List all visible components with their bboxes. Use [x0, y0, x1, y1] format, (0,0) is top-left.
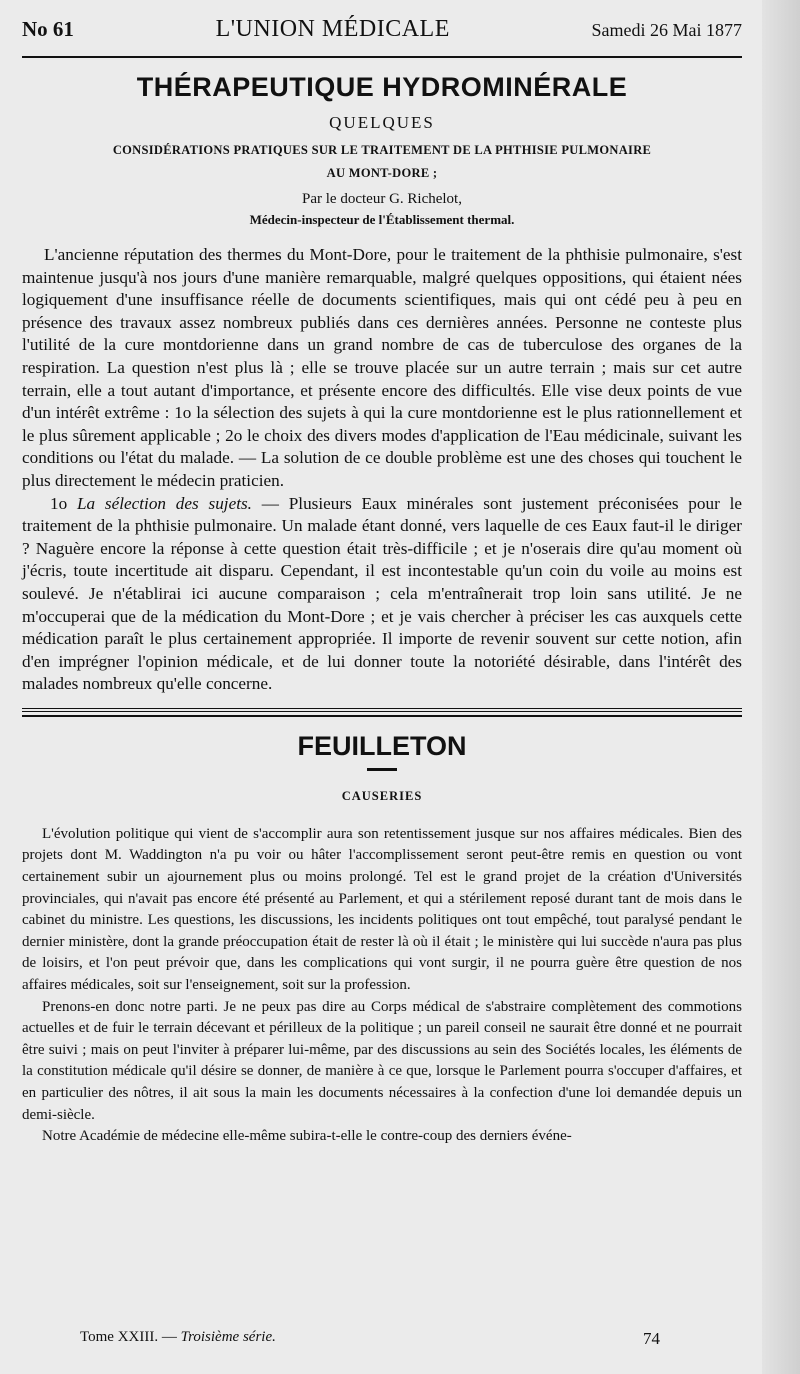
tome-label: Tome XXIII. — [80, 1329, 181, 1345]
page-edge [762, 0, 800, 1374]
feuilleton-paragraph-3: Notre Académie de médecine elle-même subira-t-elle le contre-coup des derniers événe- [42, 1128, 572, 1145]
article-title-line1: CONSIDÉRATIONS PRATIQUES SUR LE TRAITEMENT DE LA PHTHISIE PULMONAIRE [112, 143, 652, 157]
p2-italic-heading: La sélection des sujets. [76, 493, 252, 513]
article-title-line2: AU MONT-DORE ; [326, 166, 438, 180]
feuilleton-paragraph-1: L'évolution politique qui vient de s'accomplir aura son retentissement jusque sur nos affaires médicales. Bien des projets dont M. Waddington n'a pu voir ou hâter l'accomplissement seront peut-être remis en question ou vont certainement subir un ajournement plus ou moins prolongé. Tel est le grand projet de la création d'Universités provinciales, qui n'avait pas encore été présenté au Parlement, et qui a stérilement reposé durant tant de mois dans le cabinet du ministre. Les questions, les discussions, les incidents politiques ont tout empêché, tout paralysé pendant le dernier ministère, dont la grande préoccupation était de rester là où il était ; le ministère qui lui succède n'aura pas plus de loisirs, et l'on peut prévoir que, dans les complications qui vont surgir, il ne pourra guère être question de nos affaires médicales, soit sur l'enseignement, soit sur la profession. [22, 825, 742, 994]
article-paragraph-2 [22, 493, 742, 696]
page-footer [80, 1329, 660, 1349]
section-divider [22, 708, 742, 717]
series-label: Troisième série. [180, 1329, 276, 1345]
feuilleton-title: FEUILLETON [297, 730, 467, 761]
issue-date: Samedi 26 Mai 1877 [591, 20, 742, 40]
issue-number: No 61 [22, 17, 74, 41]
journal-title: L'UNION MÉDICALE [215, 16, 450, 42]
page-header [22, 0, 742, 46]
header-rule [22, 56, 742, 58]
p2-text: — Plusieurs Eaux minérales sont justement préconisées pour le traitement de la phthisie pulmonaire. Un malade étant donné, vers laquelle de ces Eaux faut-il le diriger ? Naguère encore la réponse à cette question était très-difficile ; et je n'oserais dire qu'au moment où j'écris, toute incertitude ait disparu. Cependant, il est incontestable qu'un coin du voile au moins est soulevé. Je n'établirai ici aucune comparaison ; cela m'entraînerait trop loin sans utilité. Je ne m'occuperai que de la médication du Mont-Dore ; et je vais chercher à préciser les cas auxquels cette médication paraît le plus certainement appropriée. Il importe de revenir souvent sur cette notion, afin d'en imprégner l'opinion médicale, et de lui donner toute la notoriété désirable, dans l'intérêt des malades nombreux qu'elle concerne. [22, 493, 742, 694]
feuilleton-paragraph-2: Prenons-en donc notre parti. Je ne peux pas dire au Corps médical de s'abstraire complètement des commotions actuelles et de fuir le terrain décevant et périlleux de la politique ; un pareil conseil ne saurait être donné et ne pourrait être suivi ; mais on peut l'inviter à préparer lui-même, par des discussions au sein des Sociétés locales, les éléments de la constitution médicale qu'il désire se donner, de manière à ce que, lorsque le Parlement pourra s'occuper d'affaires, et en particulier des nôtres, il ait sous la main les documents nécessaires à la confection d'une loi demandée depuis un demi-siècle. [22, 998, 742, 1123]
author-byline: Par le docteur G. Richelot, [302, 191, 462, 207]
article-paragraph-1: L'ancienne réputation des thermes du Mont-Dore, pour le traitement de la phthisie pulmonaire, s'est maintenue jusqu'à nos jours d'une manière remarquable, malgré quelques oppositions, qui étaient nées logiquement d'une insuffisance réelle de documents scientifiques, mais qui ont cédé peu à peu en présence des travaux assez nombreux publiés dans ces dernières années. Personne ne conteste plus l'utilité de la cure montdorienne dans un grand nombre de cas de tuberculose des organes de la respiration. La question n'est plus là ; elle se trouve placée sur un autre terrain ; mais sur cet autre terrain, elle a tout autant d'importance, et présente encore des difficultés. Elle vise deux points de vue d'un intérêt extrême : 1o la sélection des sujets à qui la cure montdorienne est le plus rationnellement et le plus sûrement applicable ; 2o le choix des divers modes d'application de l'Eau médicinale, suivant les conditions ou l'état du malade. — La solution de ce double problème est une des choses qui touchent le plus directement le médecin praticien. [22, 245, 742, 490]
section-title: THÉRAPEUTIQUE HYDROMINÉRALE [136, 72, 628, 102]
volume-info [80, 1329, 276, 1349]
page-number: 74 [643, 1329, 660, 1348]
author-role: Médecin-inspecteur de l'Établissement thermal. [249, 212, 515, 227]
p2-lead: 1o [50, 493, 77, 513]
feuilleton-heading: CAUSERIES [341, 788, 423, 803]
title-dash [367, 768, 397, 771]
article-subtitle: QUELQUES [329, 113, 435, 132]
